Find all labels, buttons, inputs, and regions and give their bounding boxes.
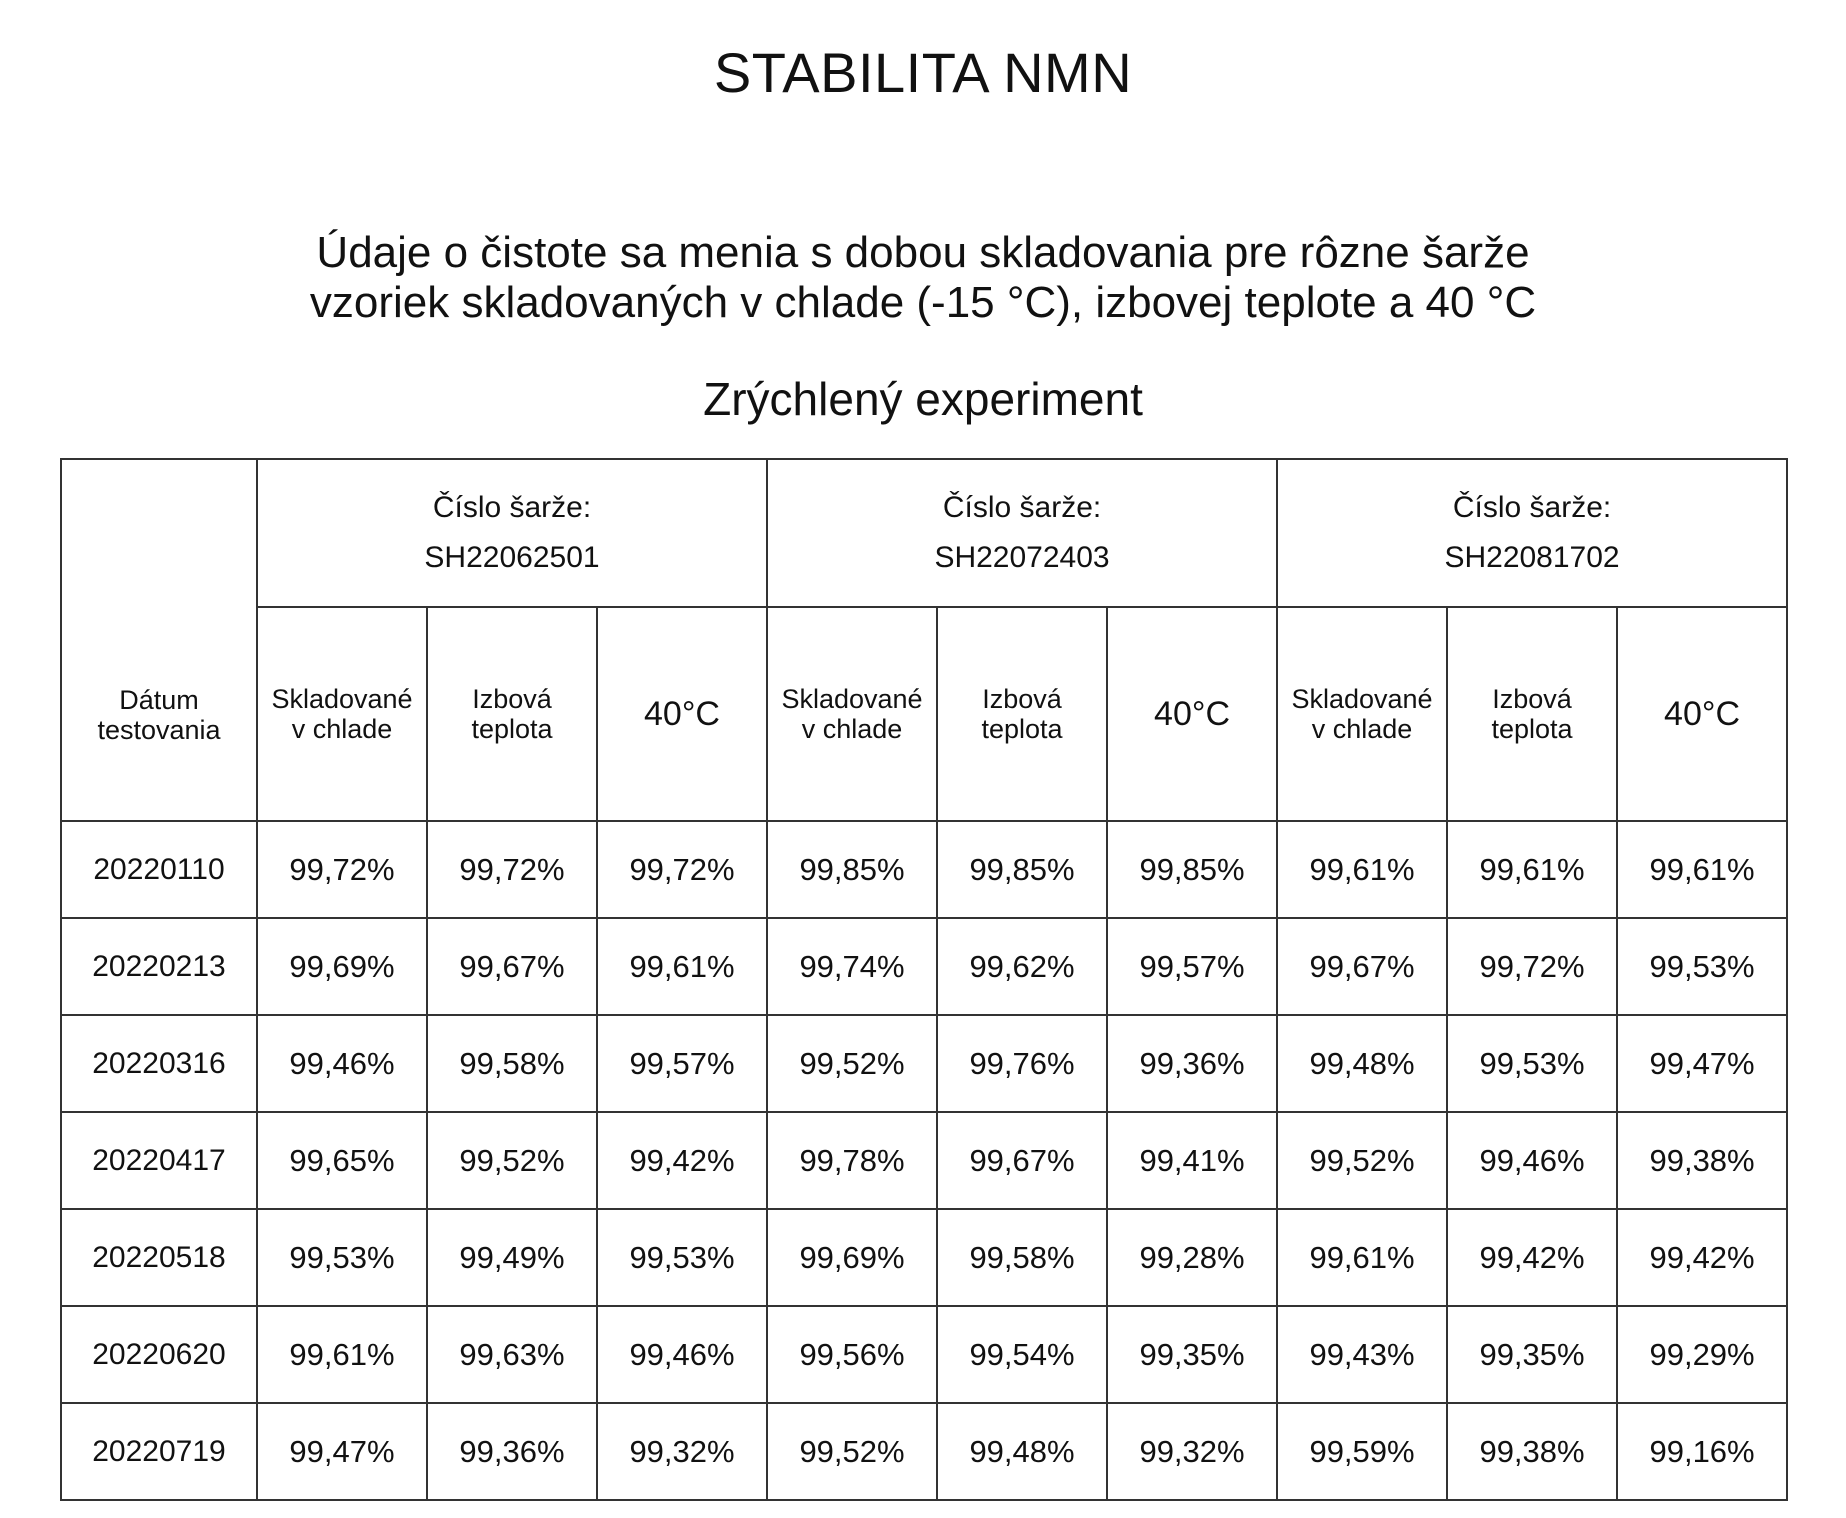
- value-cell: 99,59%: [1277, 1403, 1447, 1500]
- value-cell: 99,41%: [1107, 1112, 1277, 1209]
- batch-header-row: [61, 459, 1787, 607]
- value-cell: 99,62%: [937, 918, 1107, 1015]
- value-cell: 99,74%: [767, 918, 937, 1015]
- value-cell: 99,61%: [1277, 1209, 1447, 1306]
- value-cell: 99,49%: [427, 1209, 597, 1306]
- value-cell: 99,61%: [1277, 821, 1447, 918]
- table-row: [61, 918, 1787, 1015]
- table-row: [61, 821, 1787, 918]
- value-cell: 99,67%: [427, 918, 597, 1015]
- value-cell: 99,52%: [427, 1112, 597, 1209]
- date-cell: 20220316: [61, 1015, 257, 1112]
- table-row: [61, 1306, 1787, 1403]
- col-header-cold-line-1: Skladované: [271, 684, 413, 714]
- col-header-40c: 40°C: [1617, 607, 1787, 821]
- value-cell: 99,61%: [257, 1306, 427, 1403]
- value-cell: 99,58%: [427, 1015, 597, 1112]
- date-cell: 20220110: [61, 821, 257, 918]
- value-cell: 99,42%: [1617, 1209, 1787, 1306]
- value-cell: 99,35%: [1447, 1306, 1617, 1403]
- value-cell: 99,52%: [767, 1015, 937, 1112]
- subtitle-line-2: vzoriek skladovaných v chlade (-15 °C), izbovej teplote a 40 °C: [309, 278, 1537, 327]
- value-cell: 99,53%: [1617, 918, 1787, 1015]
- col-header-room: [427, 607, 597, 821]
- stability-table: [60, 458, 1788, 1501]
- col-header-cold-line-1: Skladované: [1291, 684, 1433, 714]
- date-header-line-1: Dátum: [119, 685, 199, 715]
- batch-number: SH22081702: [1444, 541, 1620, 574]
- value-cell: 99,72%: [1447, 918, 1617, 1015]
- page-subtitle: [160, 228, 1686, 328]
- value-cell: 99,35%: [1107, 1306, 1277, 1403]
- subtitle-line-1: Údaje o čistote sa menia s dobou skladovania pre rôzne šarže: [316, 228, 1530, 277]
- value-cell: 99,76%: [937, 1015, 1107, 1112]
- col-header-cold: [1277, 607, 1447, 821]
- value-cell: 99,28%: [1107, 1209, 1277, 1306]
- value-cell: 99,56%: [767, 1306, 937, 1403]
- value-cell: 99,67%: [937, 1112, 1107, 1209]
- value-cell: 99,47%: [257, 1403, 427, 1500]
- value-cell: 99,61%: [1617, 821, 1787, 918]
- date-cell: 20220518: [61, 1209, 257, 1306]
- value-cell: 99,67%: [1277, 918, 1447, 1015]
- value-cell: 99,46%: [257, 1015, 427, 1112]
- value-cell: 99,72%: [257, 821, 427, 918]
- value-cell: 99,53%: [597, 1209, 767, 1306]
- table-row: [61, 1112, 1787, 1209]
- value-cell: 99,42%: [1447, 1209, 1617, 1306]
- batch-header-1: [257, 459, 767, 607]
- col-header-cold-line-1: Skladované: [781, 684, 923, 714]
- value-cell: 99,54%: [937, 1306, 1107, 1403]
- table-row: [61, 1015, 1787, 1112]
- col-header-room-line-2: teplota: [1491, 714, 1573, 744]
- col-header-room-line-1: Izbová: [1492, 684, 1572, 714]
- value-cell: 99,63%: [427, 1306, 597, 1403]
- value-cell: 99,48%: [937, 1403, 1107, 1500]
- batch-number: SH22062501: [424, 541, 600, 574]
- experiment-heading: Zrýchlený experiment: [703, 373, 1143, 425]
- value-cell: 99,29%: [1617, 1306, 1787, 1403]
- col-header-cold: [257, 607, 427, 821]
- date-cell: 20220213: [61, 918, 257, 1015]
- value-cell: 99,58%: [937, 1209, 1107, 1306]
- col-header-cold-line-2: v chlade: [291, 714, 393, 744]
- value-cell: 99,48%: [1277, 1015, 1447, 1112]
- batch-header-3: [1277, 459, 1787, 607]
- value-cell: 99,53%: [257, 1209, 427, 1306]
- value-cell: 99,85%: [937, 821, 1107, 918]
- value-cell: 99,42%: [597, 1112, 767, 1209]
- value-cell: 99,57%: [1107, 918, 1277, 1015]
- value-cell: 99,65%: [257, 1112, 427, 1209]
- batch-label: Číslo šarže:: [1452, 491, 1612, 524]
- value-cell: 99,46%: [1447, 1112, 1617, 1209]
- col-header-room-line-2: teplota: [981, 714, 1063, 744]
- value-cell: 99,38%: [1617, 1112, 1787, 1209]
- col-header-cold: [767, 607, 937, 821]
- value-cell: 99,46%: [597, 1306, 767, 1403]
- value-cell: 99,72%: [427, 821, 597, 918]
- col-header-40c: 40°C: [597, 607, 767, 821]
- col-header-room: [937, 607, 1107, 821]
- col-header-room: [1447, 607, 1617, 821]
- batch-label: Číslo šarže:: [432, 491, 592, 524]
- date-cell: 20220620: [61, 1306, 257, 1403]
- col-header-cold-line-2: v chlade: [1311, 714, 1413, 744]
- value-cell: 99,36%: [1107, 1015, 1277, 1112]
- date-cell: 20220417: [61, 1112, 257, 1209]
- page-title: STABILITA NMN: [713, 41, 1133, 104]
- value-cell: 99,47%: [1617, 1015, 1787, 1112]
- value-cell: 99,32%: [1107, 1403, 1277, 1500]
- table-row: [61, 1209, 1787, 1306]
- value-cell: 99,61%: [597, 918, 767, 1015]
- value-cell: 99,52%: [1277, 1112, 1447, 1209]
- value-cell: 99,85%: [767, 821, 937, 918]
- value-cell: 99,32%: [597, 1403, 767, 1500]
- value-cell: 99,69%: [257, 918, 427, 1015]
- value-cell: 99,36%: [427, 1403, 597, 1500]
- table-row: [61, 1403, 1787, 1500]
- value-cell: 99,38%: [1447, 1403, 1617, 1500]
- value-cell: 99,53%: [1447, 1015, 1617, 1112]
- date-cell: 20220719: [61, 1403, 257, 1500]
- value-cell: 99,16%: [1617, 1403, 1787, 1500]
- value-cell: 99,69%: [767, 1209, 937, 1306]
- col-header-room-line-1: Izbová: [472, 684, 552, 714]
- col-header-room-line-2: teplota: [471, 714, 553, 744]
- value-cell: 99,78%: [767, 1112, 937, 1209]
- batch-number: SH22072403: [934, 541, 1110, 574]
- condition-header-row: [61, 607, 1787, 821]
- value-cell: 99,61%: [1447, 821, 1617, 918]
- date-header-line-2: testovania: [97, 715, 221, 745]
- col-header-40c: 40°C: [1107, 607, 1277, 821]
- value-cell: 99,57%: [597, 1015, 767, 1112]
- batch-header-2: [767, 459, 1277, 607]
- value-cell: 99,43%: [1277, 1306, 1447, 1403]
- value-cell: 99,52%: [767, 1403, 937, 1500]
- col-header-cold-line-2: v chlade: [801, 714, 903, 744]
- date-column-header: [61, 459, 257, 821]
- col-header-room-line-1: Izbová: [982, 684, 1062, 714]
- batch-label: Číslo šarže:: [942, 491, 1102, 524]
- value-cell: 99,72%: [597, 821, 767, 918]
- value-cell: 99,85%: [1107, 821, 1277, 918]
